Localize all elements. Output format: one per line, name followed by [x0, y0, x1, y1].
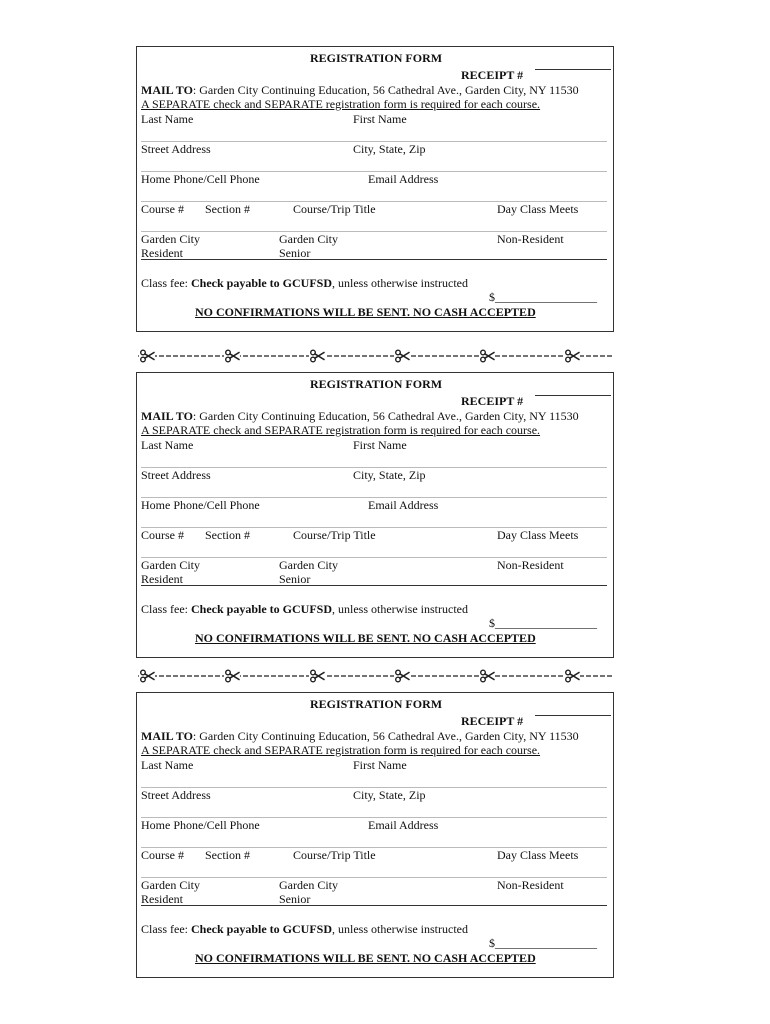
mail-to-line	[141, 83, 579, 97]
scissors-cut-line	[138, 668, 612, 684]
first-name-label: First Name	[353, 758, 407, 772]
gc-senior-line1: Garden City	[279, 558, 338, 572]
receipt-label: RECEIPT #	[461, 68, 524, 82]
street-address-label: Street Address	[141, 468, 211, 482]
residency-field[interactable]	[141, 259, 607, 260]
scissors-icon	[309, 350, 325, 362]
class-fee-suffix: , unless otherwise instructed	[332, 922, 468, 936]
mail-to-label: MAIL TO	[141, 729, 193, 743]
phone-label: Home Phone/Cell Phone	[141, 172, 260, 186]
gc-senior-label	[279, 878, 338, 906]
scissors-cut-line	[138, 348, 612, 364]
mail-to-address: : Garden City Continuing Education, 56 Cathedral Ave., Garden City, NY 11530	[192, 729, 579, 743]
class-fee-prefix: Class fee:	[141, 276, 191, 290]
course-number-label: Course #	[141, 202, 184, 216]
scissors-icon	[564, 670, 580, 682]
mail-to-address: : Garden City Continuing Education, 56 Cathedral Ave., Garden City, NY 11530	[192, 409, 579, 423]
scissors-icon	[479, 350, 495, 362]
gc-resident-line2: Resident	[141, 572, 183, 586]
receipt-label: RECEIPT #	[461, 714, 524, 728]
section-number-label: Section #	[205, 848, 250, 862]
class-fee-payable: Check payable to GCUFSD	[191, 276, 333, 290]
gc-resident-line1: Garden City	[141, 232, 200, 246]
registration-form-3	[136, 692, 614, 978]
section-number-label: Section #	[205, 202, 250, 216]
gc-senior-line1: Garden City	[279, 878, 338, 892]
city-state-zip-label: City, State, Zip	[353, 142, 426, 156]
course-number-label: Course #	[141, 528, 184, 542]
course-number-label: Course #	[141, 848, 184, 862]
class-fee-line	[141, 922, 468, 936]
residency-field[interactable]	[141, 905, 607, 906]
last-name-label: Last Name	[141, 758, 194, 772]
gc-senior-label	[279, 232, 338, 260]
scissors-icon	[394, 670, 410, 682]
mail-to-label: MAIL TO	[141, 409, 193, 423]
footer-notice: NO CONFIRMATIONS WILL BE SENT. NO CASH ACCEPTED	[195, 305, 536, 319]
footer-notice: NO CONFIRMATIONS WILL BE SENT. NO CASH ACCEPTED	[195, 951, 536, 965]
course-title-label: Course/Trip Title	[293, 202, 376, 216]
first-name-label: First Name	[353, 438, 407, 452]
gc-resident-line1: Garden City	[141, 878, 200, 892]
mail-to-label: MAIL TO	[141, 83, 193, 97]
fee-amount-field[interactable]: $_________________	[489, 936, 597, 950]
fee-amount-field[interactable]: $_________________	[489, 616, 597, 630]
day-class-label: Day Class Meets	[497, 848, 579, 862]
gc-resident-label	[141, 878, 200, 906]
scissors-icon	[224, 670, 240, 682]
gc-resident-label	[141, 232, 200, 260]
day-class-label: Day Class Meets	[497, 528, 579, 542]
receipt-field[interactable]	[535, 715, 611, 716]
email-label: Email Address	[368, 498, 439, 512]
mail-to-address: : Garden City Continuing Education, 56 Cathedral Ave., Garden City, NY 11530	[192, 83, 579, 97]
class-fee-line	[141, 602, 468, 616]
gc-resident-line2: Resident	[141, 246, 183, 260]
registration-form-1	[136, 46, 614, 332]
last-name-label: Last Name	[141, 438, 194, 452]
city-state-zip-label: City, State, Zip	[353, 468, 426, 482]
gc-senior-line1: Garden City	[279, 232, 338, 246]
phone-label: Home Phone/Cell Phone	[141, 498, 260, 512]
gc-senior-line2: Senior	[279, 246, 311, 260]
class-fee-payable: Check payable to GCUFSD	[191, 922, 333, 936]
phone-label: Home Phone/Cell Phone	[141, 818, 260, 832]
scissors-icon	[564, 350, 580, 362]
mail-to-line	[141, 409, 579, 423]
gc-senior-label	[279, 558, 338, 586]
course-title-label: Course/Trip Title	[293, 848, 376, 862]
gc-resident-line1: Garden City	[141, 558, 200, 572]
mail-to-line	[141, 729, 579, 743]
scissors-icon	[139, 350, 155, 362]
class-fee-suffix: , unless otherwise instructed	[332, 276, 468, 290]
receipt-field[interactable]	[535, 395, 611, 396]
fee-amount-field[interactable]: $_________________	[489, 290, 597, 304]
street-address-label: Street Address	[141, 142, 211, 156]
course-title-label: Course/Trip Title	[293, 528, 376, 542]
cut-line-1	[138, 348, 612, 364]
last-name-label: Last Name	[141, 112, 194, 126]
day-class-label: Day Class Meets	[497, 202, 579, 216]
class-fee-suffix: , unless otherwise instructed	[332, 602, 468, 616]
scissors-icon	[394, 350, 410, 362]
street-address-label: Street Address	[141, 788, 211, 802]
non-resident-label: Non-Resident	[497, 232, 564, 246]
footer-notice: NO CONFIRMATIONS WILL BE SENT. NO CASH ACCEPTED	[195, 631, 536, 645]
form-title: REGISTRATION FORM	[309, 51, 443, 65]
form-title: REGISTRATION FORM	[309, 697, 443, 711]
receipt-label: RECEIPT #	[461, 394, 524, 408]
class-fee-payable: Check payable to GCUFSD	[191, 602, 333, 616]
form-title: REGISTRATION FORM	[309, 377, 443, 391]
gc-senior-line2: Senior	[279, 892, 311, 906]
scissors-icon	[479, 670, 495, 682]
city-state-zip-label: City, State, Zip	[353, 788, 426, 802]
class-fee-prefix: Class fee:	[141, 602, 191, 616]
scissors-icon	[224, 350, 240, 362]
section-number-label: Section #	[205, 528, 250, 542]
separate-notice: A SEPARATE check and SEPARATE registration form is required for each course.	[141, 743, 541, 757]
email-label: Email Address	[368, 172, 439, 186]
residency-field[interactable]	[141, 585, 607, 586]
scissors-icon	[139, 670, 155, 682]
email-label: Email Address	[368, 818, 439, 832]
cut-line-2	[138, 668, 612, 684]
separate-notice: A SEPARATE check and SEPARATE registration form is required for each course.	[141, 97, 541, 111]
gc-resident-label	[141, 558, 200, 586]
scissors-icon	[309, 670, 325, 682]
gc-resident-line2: Resident	[141, 892, 183, 906]
receipt-field[interactable]	[535, 69, 611, 70]
first-name-label: First Name	[353, 112, 407, 126]
non-resident-label: Non-Resident	[497, 878, 564, 892]
class-fee-prefix: Class fee:	[141, 922, 191, 936]
non-resident-label: Non-Resident	[497, 558, 564, 572]
gc-senior-line2: Senior	[279, 572, 311, 586]
registration-form-2	[136, 372, 614, 658]
class-fee-line	[141, 276, 468, 290]
separate-notice: A SEPARATE check and SEPARATE registration form is required for each course.	[141, 423, 541, 437]
